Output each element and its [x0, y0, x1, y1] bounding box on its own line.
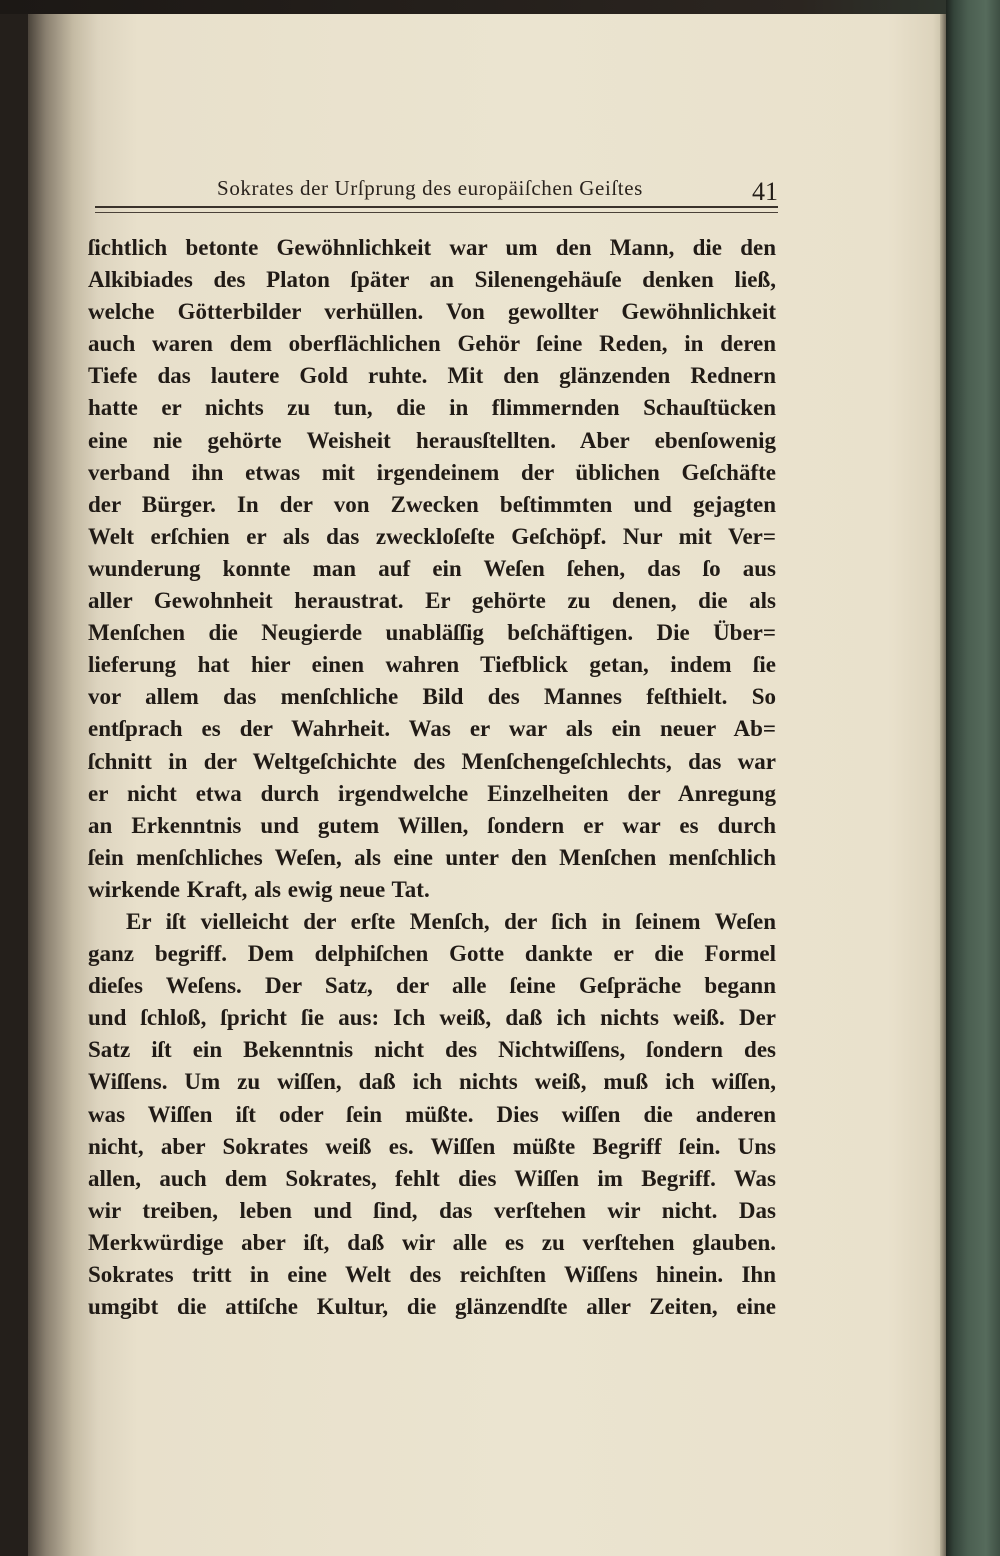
- text-line: nicht, aber Sokrates weiß es. Wiſſen müßte Begriff ſein. Uns: [88, 1133, 776, 1159]
- text-line: was Wiſſen iſt oder ſein müßte. Dies wiſſen die anderen: [88, 1101, 776, 1127]
- text-line: entſprach es der Wahrheit. Was er war als ein neuer Ab=: [88, 716, 776, 742]
- text-line: verband ihn etwas mit irgendeinem der üblichen Geſchäfte: [88, 459, 776, 485]
- text-line: aller Gewohnheit heraustrat. Er gehörte zu denen, die als: [88, 588, 776, 614]
- text-line: vor allem das menſchliche Bild des Mannes feſthielt. So: [88, 684, 776, 710]
- text-line: Welt erſchien er als das zweckloſeſte Geſchöpf. Nur mit Ver=: [88, 523, 776, 549]
- book-cover-edge: [946, 0, 1000, 1556]
- text-line: an Erkenntnis und gutem Willen, ſondern er war es durch: [88, 812, 776, 838]
- scan-top-border: [0, 0, 1000, 14]
- body-text: [88, 232, 776, 1323]
- text-line: Menſchen die Neugierde unabläſſig beſchäftigen. Die Über=: [88, 620, 776, 646]
- text-line: ſein menſchliches Weſen, als eine unter den Menſchen menſchlich: [88, 844, 776, 870]
- page-number: 41: [752, 177, 778, 206]
- text-line: welche Götterbilder verhüllen. Von gewollter Gewöhnlichkeit: [88, 299, 776, 325]
- text-line: dieſes Weſens. Der Satz, der alle ſeine Geſpräche begann: [88, 973, 776, 999]
- text-line: ganz begriff. Dem delphiſchen Gotte dankte er die Formel: [88, 941, 776, 967]
- text-line: Sokrates tritt in eine Welt des reichſten Wiſſens hinein. Ihn: [88, 1262, 776, 1287]
- text-line: der Bürger. In der von Zwecken beſtimmten und gejagten: [88, 491, 776, 517]
- header-rule-secondary: [95, 212, 778, 213]
- text-line: wir treiben, leben und ſind, das verſtehen wir nicht. Das: [88, 1197, 776, 1223]
- text-line: wirkende Kraft, als ewig neue Tat.: [88, 876, 430, 902]
- text-line: Wiſſens. Um zu wiſſen, daß ich nichts weiß, muß ich wiſſen,: [88, 1069, 776, 1095]
- text-line: umgibt die attiſche Kultur, die glänzendſte aller Zeiten, eine: [88, 1294, 776, 1320]
- text-line: er nicht etwa durch irgendwelche Einzelheiten der Anregung: [88, 780, 776, 806]
- text-line: allen, auch dem Sokrates, fehlt dies Wiſſen im Begriff. Was: [88, 1165, 776, 1191]
- text-line: lieferung hat hier einen wahren Tiefblick getan, indem ſie: [88, 652, 776, 678]
- text-line: Alkibiades des Platon ſpäter an Silenengehäuſe denken ließ,: [88, 267, 776, 293]
- text-line: eine nie gehörte Weisheit herausſtellten. Aber ebenſowenig: [88, 427, 776, 453]
- running-title: Sokrates der Urſprung des europäiſchen Geiſtes: [217, 176, 643, 200]
- text-line: Tiefe das lautere Gold ruhte. Mit den glänzenden Rednern: [88, 363, 776, 389]
- text-line: hatte er nichts zu tun, die in flimmernden Schauſtücken: [88, 395, 776, 421]
- text-line: ſichtlich betonte Gewöhnlichkeit war um den Mann, die den: [88, 235, 776, 260]
- header-rule: [95, 206, 778, 208]
- text-line: ſchnitt in der Weltgeſchichte des Menſchengeſchlechts, das war: [88, 748, 776, 774]
- text-line: und ſchloß, ſpricht ſie aus: Ich weiß, daß ich nichts weiß. Der: [88, 1005, 776, 1031]
- text-line: Merkwürdige aber iſt, daß wir alle es zu verſtehen glauben.: [88, 1229, 776, 1255]
- text-line: auch waren dem oberflächlichen Gehör ſeine Reden, in deren: [88, 331, 776, 357]
- text-line: Satz iſt ein Bekenntnis nicht des Nichtwiſſens, ſondern des: [88, 1037, 776, 1063]
- text-line: wunderung konnte man auf ein Weſen ſehen, das ſo aus: [88, 555, 776, 581]
- text-line: Er iſt vielleicht der erſte Menſch, der ſich in ſeinem Weſen: [126, 908, 776, 934]
